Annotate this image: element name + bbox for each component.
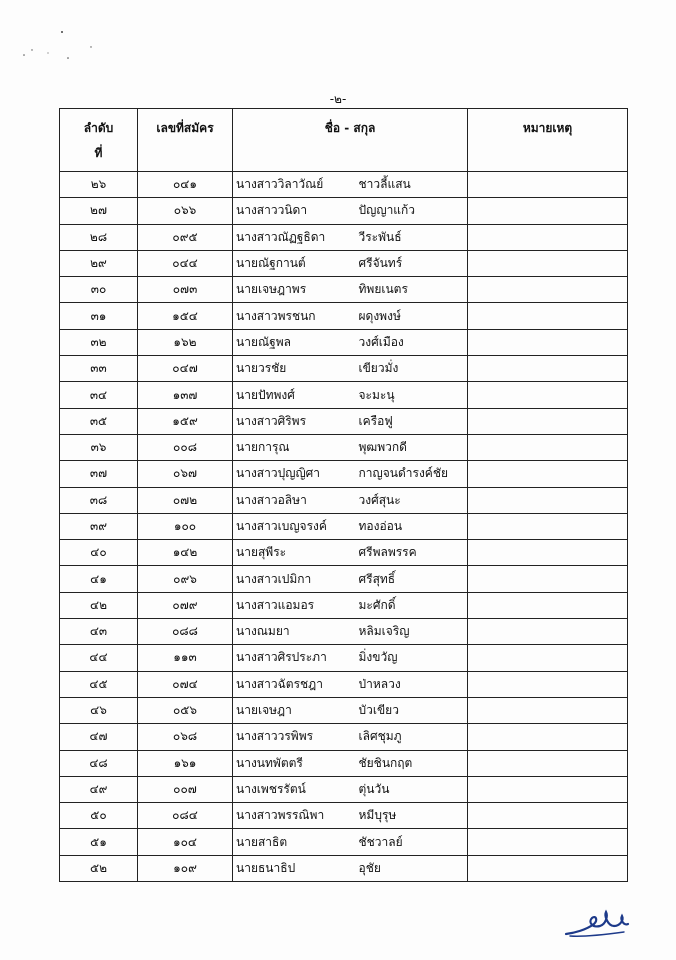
remark-cell bbox=[468, 224, 628, 250]
application-number-cell: ๑๓๗ bbox=[138, 382, 233, 408]
table-row bbox=[60, 198, 628, 224]
applicant-table bbox=[59, 108, 628, 882]
table-row bbox=[60, 592, 628, 618]
last-name-cell: ชาวลี้แสน bbox=[355, 172, 468, 198]
application-number-cell: ๐๙๕ bbox=[138, 224, 233, 250]
order-cell: ๓๖ bbox=[60, 434, 138, 460]
last-name-cell: เครือฟู bbox=[355, 408, 468, 434]
order-cell: ๒๗ bbox=[60, 198, 138, 224]
first-name-cell: นายเจษฎาพร bbox=[233, 277, 355, 303]
first-name-cell: นางสาวศิริพร bbox=[233, 408, 355, 434]
last-name-cell: ตุ่นวัน bbox=[355, 776, 468, 802]
first-name-cell: นายสุพีระ bbox=[233, 540, 355, 566]
application-number-cell: ๐๖๘ bbox=[138, 724, 233, 750]
application-number-cell: ๐๕๖ bbox=[138, 697, 233, 723]
order-cell: ๓๕ bbox=[60, 408, 138, 434]
remark-cell bbox=[468, 513, 628, 539]
application-number-cell: ๑๐๔ bbox=[138, 829, 233, 855]
first-name-cell: นางสาวพรรณิพา bbox=[233, 803, 355, 829]
order-cell: ๔๕ bbox=[60, 671, 138, 697]
last-name-cell: หลิมเจริญ bbox=[355, 619, 468, 645]
remark-cell bbox=[468, 461, 628, 487]
order-cell: ๓๑ bbox=[60, 303, 138, 329]
last-name-cell: มะศักดิ์ bbox=[355, 592, 468, 618]
table-row bbox=[60, 645, 628, 671]
order-cell: ๒๘ bbox=[60, 224, 138, 250]
last-name-cell: หมีบุรุษ bbox=[355, 803, 468, 829]
last-name-cell: วงศ์สุนะ bbox=[355, 487, 468, 513]
application-number-cell: ๐๖๖ bbox=[138, 198, 233, 224]
remark-cell bbox=[468, 697, 628, 723]
application-number-cell: ๑๔๒ bbox=[138, 540, 233, 566]
table-body bbox=[60, 172, 628, 882]
last-name-cell: มิ่งขวัญ bbox=[355, 645, 468, 671]
first-name-cell: นายการุณ bbox=[233, 434, 355, 460]
order-cell: ๓๐ bbox=[60, 277, 138, 303]
signature-mark bbox=[562, 906, 632, 940]
table-row bbox=[60, 513, 628, 539]
last-name-cell: ชัยชินกฤต bbox=[355, 750, 468, 776]
order-cell: ๒๖ bbox=[60, 172, 138, 198]
remark-cell bbox=[468, 776, 628, 802]
application-number-cell: ๐๗๓ bbox=[138, 277, 233, 303]
last-name-cell: ทิพยเนตร bbox=[355, 277, 468, 303]
table-row bbox=[60, 303, 628, 329]
order-cell: ๔๑ bbox=[60, 566, 138, 592]
order-cell: ๒๙ bbox=[60, 250, 138, 276]
header-remark: หมายเหตุ bbox=[468, 109, 628, 172]
remark-cell bbox=[468, 434, 628, 460]
first-name-cell: นายสาธิต bbox=[233, 829, 355, 855]
remark-cell bbox=[468, 198, 628, 224]
order-cell: ๕๐ bbox=[60, 803, 138, 829]
order-cell: ๔๓ bbox=[60, 619, 138, 645]
table-row bbox=[60, 356, 628, 382]
remark-cell bbox=[468, 803, 628, 829]
last-name-cell: ศรีจันทร์ bbox=[355, 250, 468, 276]
table-header-row bbox=[60, 109, 628, 172]
first-name-cell: นางสาวปุญญิศา bbox=[233, 461, 355, 487]
order-cell: ๓๔ bbox=[60, 382, 138, 408]
order-cell: ๓๘ bbox=[60, 487, 138, 513]
remark-cell bbox=[468, 724, 628, 750]
remark-cell bbox=[468, 277, 628, 303]
order-cell: ๔๒ bbox=[60, 592, 138, 618]
remark-cell bbox=[468, 356, 628, 382]
order-cell: ๕๒ bbox=[60, 855, 138, 881]
application-number-cell: ๐๖๗ bbox=[138, 461, 233, 487]
first-name-cell: นายณัฐพล bbox=[233, 329, 355, 355]
first-name-cell: นางสาวแอมอร bbox=[233, 592, 355, 618]
table-row bbox=[60, 277, 628, 303]
order-cell: ๔๗ bbox=[60, 724, 138, 750]
application-number-cell: ๑๕๙ bbox=[138, 408, 233, 434]
application-number-cell: ๐๘๘ bbox=[138, 619, 233, 645]
first-name-cell: นางสาวพรชนก bbox=[233, 303, 355, 329]
remark-cell bbox=[468, 408, 628, 434]
table-row bbox=[60, 750, 628, 776]
remark-cell bbox=[468, 671, 628, 697]
application-number-cell: ๐๐๘ bbox=[138, 434, 233, 460]
first-name-cell: นายเจษฎา bbox=[233, 697, 355, 723]
order-cell: ๔๙ bbox=[60, 776, 138, 802]
remark-cell bbox=[468, 303, 628, 329]
remark-cell bbox=[468, 329, 628, 355]
application-number-cell: ๐๐๗ bbox=[138, 776, 233, 802]
first-name-cell: นางสาวเบญจรงค์ bbox=[233, 513, 355, 539]
application-number-cell: ๐๙๖ bbox=[138, 566, 233, 592]
application-number-cell: ๐๘๔ bbox=[138, 803, 233, 829]
first-name-cell: นางสาววรพิพร bbox=[233, 724, 355, 750]
table-row bbox=[60, 724, 628, 750]
header-order-line1: ลำดับ bbox=[83, 121, 114, 135]
table-row bbox=[60, 329, 628, 355]
table-row bbox=[60, 434, 628, 460]
last-name-cell: ชัชวาลย์ bbox=[355, 829, 468, 855]
first-name-cell: นางสาววนิดา bbox=[233, 198, 355, 224]
table-row bbox=[60, 461, 628, 487]
first-name-cell: นางสาวเปมิกา bbox=[233, 566, 355, 592]
table-row bbox=[60, 829, 628, 855]
table-row bbox=[60, 776, 628, 802]
remark-cell bbox=[468, 172, 628, 198]
last-name-cell: บัวเขียว bbox=[355, 697, 468, 723]
order-cell: ๔๘ bbox=[60, 750, 138, 776]
table-row bbox=[60, 540, 628, 566]
last-name-cell: ศรีพลพรรค bbox=[355, 540, 468, 566]
last-name-cell: ป่าหลวง bbox=[355, 671, 468, 697]
last-name-cell: เขียวมั่ง bbox=[355, 356, 468, 382]
first-name-cell: นายณัฐกานต์ bbox=[233, 250, 355, 276]
order-cell: ๕๑ bbox=[60, 829, 138, 855]
first-name-cell: นางนทพัตตรี bbox=[233, 750, 355, 776]
remark-cell bbox=[468, 619, 628, 645]
application-number-cell: ๑๑๓ bbox=[138, 645, 233, 671]
last-name-cell: ศรีสุทธิ์ bbox=[355, 566, 468, 592]
first-name-cell: นางเพชรรัตน์ bbox=[233, 776, 355, 802]
header-application-number: เลขที่สมัคร bbox=[138, 109, 233, 172]
remark-cell bbox=[468, 250, 628, 276]
first-name-cell: นางสาวอลิษา bbox=[233, 487, 355, 513]
table-row bbox=[60, 671, 628, 697]
last-name-cell: เลิศชุมภู bbox=[355, 724, 468, 750]
table-row bbox=[60, 408, 628, 434]
order-cell: ๔๐ bbox=[60, 540, 138, 566]
application-number-cell: ๑๖๒ bbox=[138, 329, 233, 355]
last-name-cell: ผดุงพงษ์ bbox=[355, 303, 468, 329]
first-name-cell: นายวรชัย bbox=[233, 356, 355, 382]
remark-cell bbox=[468, 566, 628, 592]
last-name-cell: กาญจนดำรงค์ชัย bbox=[355, 461, 468, 487]
application-number-cell: ๑๕๔ bbox=[138, 303, 233, 329]
last-name-cell: ทองอ่อน bbox=[355, 513, 468, 539]
remark-cell bbox=[468, 829, 628, 855]
table-row bbox=[60, 697, 628, 723]
scan-specks bbox=[18, 28, 108, 68]
last-name-cell: อุชัย bbox=[355, 855, 468, 881]
first-name-cell: นางสาวณัฏฐธิดา bbox=[233, 224, 355, 250]
application-number-cell: ๑๐๙ bbox=[138, 855, 233, 881]
order-cell: ๓๒ bbox=[60, 329, 138, 355]
application-number-cell: ๐๔๗ bbox=[138, 356, 233, 382]
application-number-cell: ๐๔๔ bbox=[138, 250, 233, 276]
last-name-cell: จะมะนุ bbox=[355, 382, 468, 408]
header-order-line2: ที่ bbox=[94, 146, 103, 160]
order-cell: ๔๖ bbox=[60, 697, 138, 723]
first-name-cell: นางสาววิลาวัณย์ bbox=[233, 172, 355, 198]
table-row bbox=[60, 224, 628, 250]
last-name-cell: ปัญญาแก้ว bbox=[355, 198, 468, 224]
table-row bbox=[60, 487, 628, 513]
remark-cell bbox=[468, 645, 628, 671]
table-row bbox=[60, 855, 628, 881]
table-row bbox=[60, 566, 628, 592]
last-name-cell: วงศ์เมือง bbox=[355, 329, 468, 355]
table-row bbox=[60, 382, 628, 408]
first-name-cell: นางสาวศิรประภา bbox=[233, 645, 355, 671]
last-name-cell: วีระพันธ์ bbox=[355, 224, 468, 250]
table-row bbox=[60, 250, 628, 276]
remark-cell bbox=[468, 487, 628, 513]
application-number-cell: ๑๖๑ bbox=[138, 750, 233, 776]
first-name-cell: นายธนาธิป bbox=[233, 855, 355, 881]
order-cell: ๓๙ bbox=[60, 513, 138, 539]
table-row bbox=[60, 172, 628, 198]
application-number-cell: ๐๗๔ bbox=[138, 671, 233, 697]
application-number-cell: ๐๗๒ bbox=[138, 487, 233, 513]
first-name-cell: นายปัทพงศ์ bbox=[233, 382, 355, 408]
page-number: -๒- bbox=[329, 92, 347, 106]
table-row bbox=[60, 803, 628, 829]
remark-cell bbox=[468, 592, 628, 618]
header-order bbox=[60, 109, 138, 172]
remark-cell bbox=[468, 540, 628, 566]
order-cell: ๓๓ bbox=[60, 356, 138, 382]
remark-cell bbox=[468, 382, 628, 408]
application-number-cell: ๑๐๐ bbox=[138, 513, 233, 539]
application-number-cell: ๐๔๑ bbox=[138, 172, 233, 198]
remark-cell bbox=[468, 750, 628, 776]
application-number-cell: ๐๗๙ bbox=[138, 592, 233, 618]
first-name-cell: นางณมยา bbox=[233, 619, 355, 645]
header-full-name: ชื่อ - สกุล bbox=[233, 109, 468, 172]
table-row bbox=[60, 619, 628, 645]
first-name-cell: นางสาวฉัตรชฎา bbox=[233, 671, 355, 697]
last-name-cell: พุฒพวกดี bbox=[355, 434, 468, 460]
remark-cell bbox=[468, 855, 628, 881]
order-cell: ๔๔ bbox=[60, 645, 138, 671]
order-cell: ๓๗ bbox=[60, 461, 138, 487]
